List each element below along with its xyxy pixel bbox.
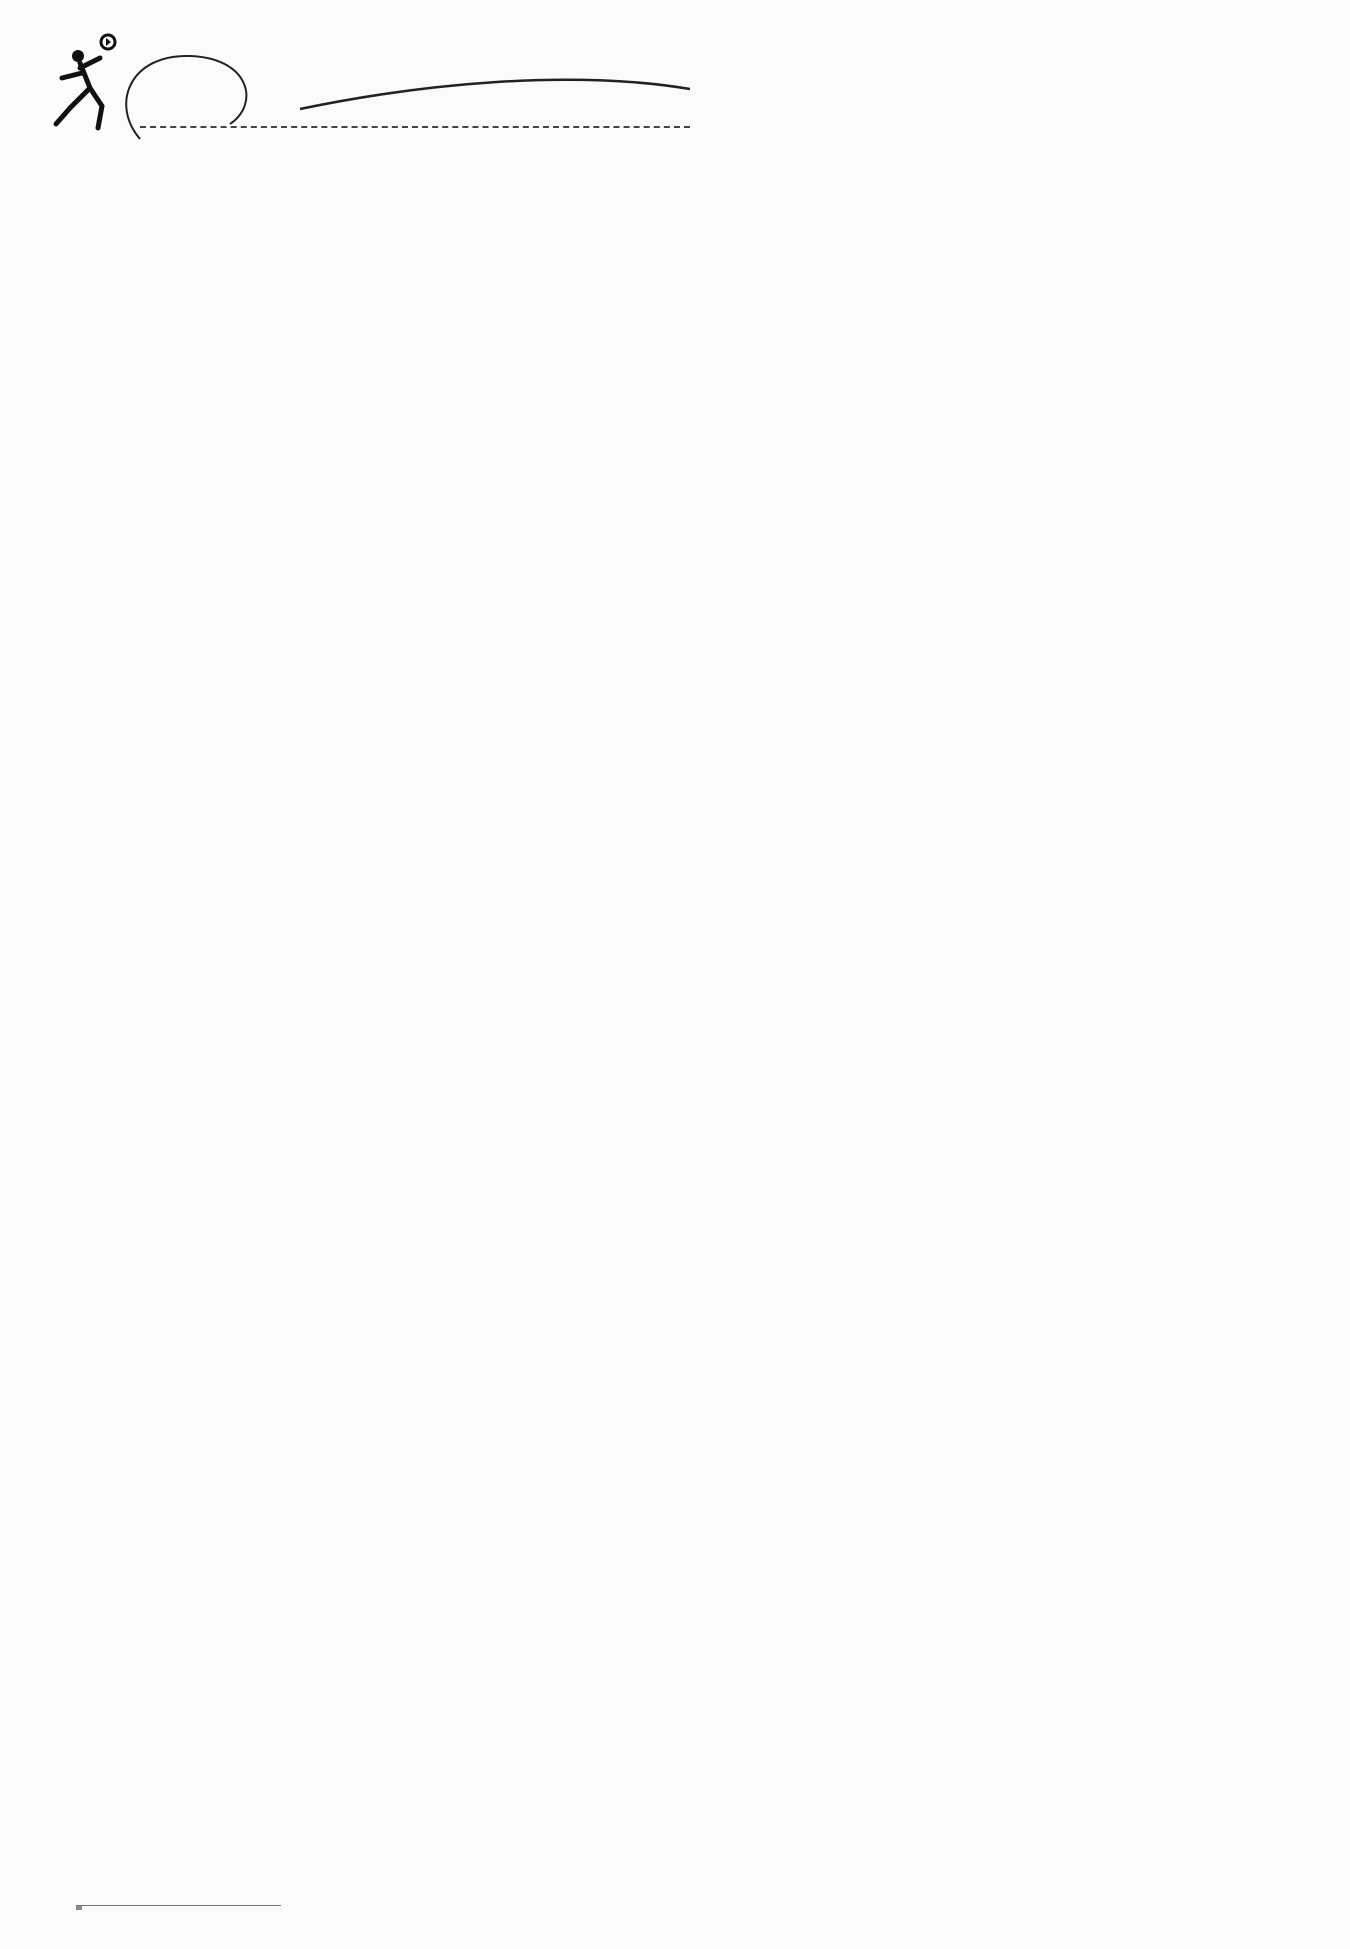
swoosh-decoration [100, 44, 700, 144]
footer-rule [76, 1905, 281, 1906]
header-banner [40, 14, 670, 132]
footer-tag [76, 1906, 82, 1910]
header-dashed-rule [140, 126, 690, 128]
